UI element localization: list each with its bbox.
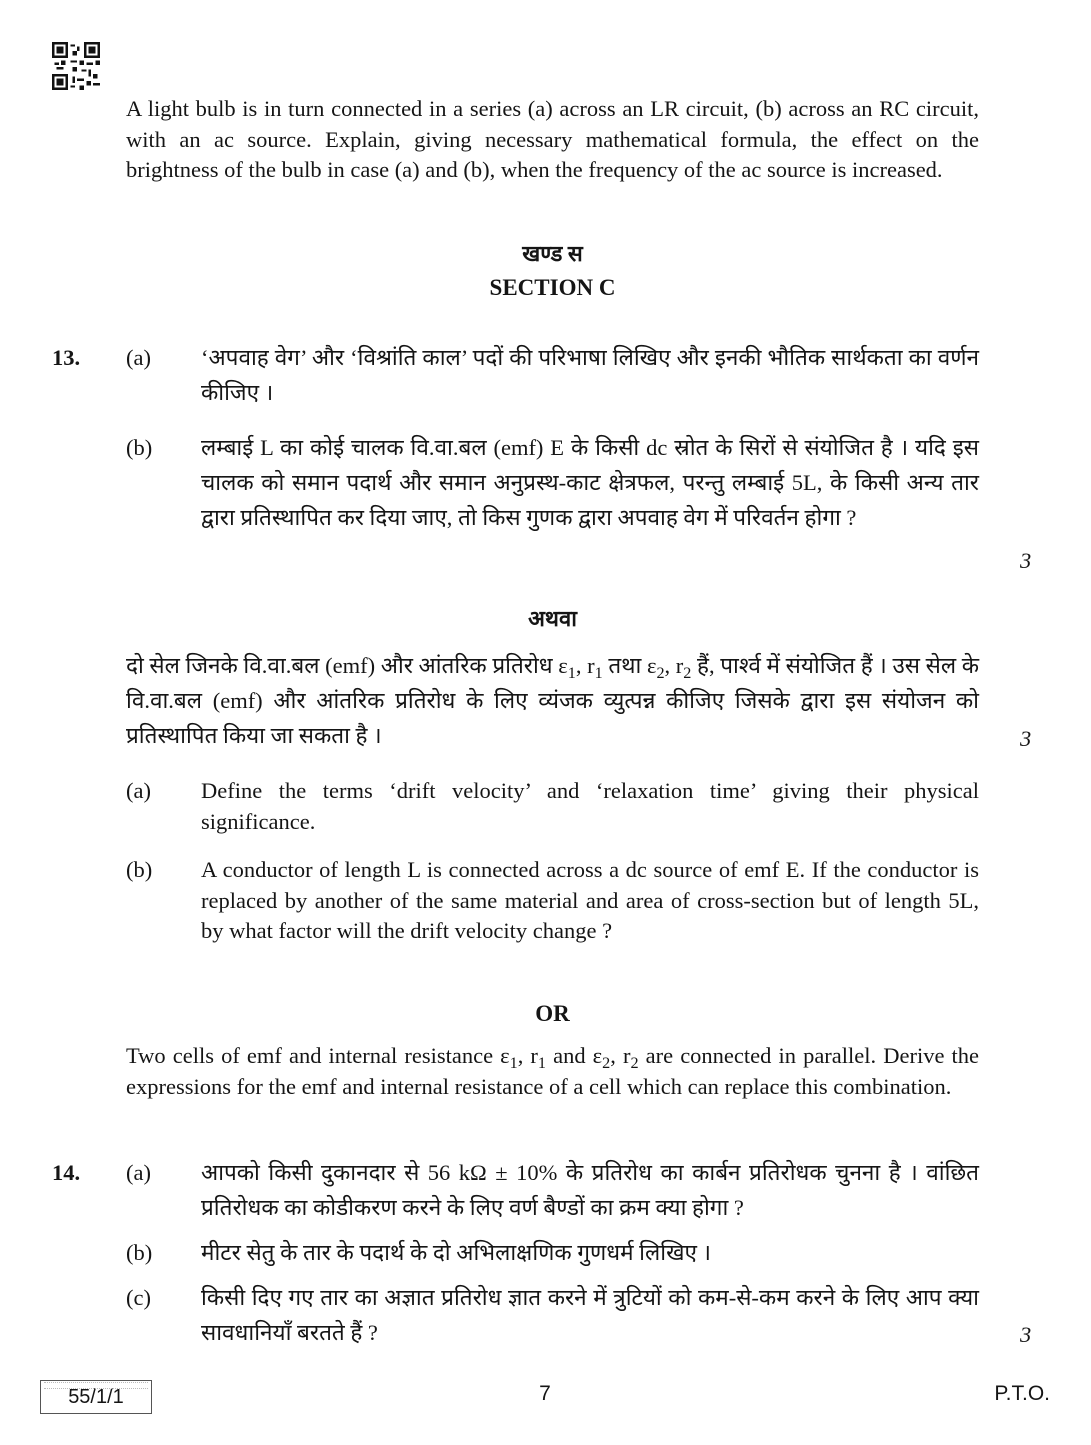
qr-code [52,42,100,90]
q13-part-a-hindi: ‘अपवाह वेग’ और ‘विश्रांति काल’ पदों की परिभाषा लिखिए और इनकी भौतिक सार्थकता का वर्णन कीजिए । [201,345,979,405]
q13-marks: 3 [1020,548,1032,573]
page-number: 7 [539,1382,551,1405]
q13-alternative-marks: 3 [1020,726,1032,751]
q13-label-a-hindi: (a) [126,345,151,370]
paper-code: 55/1/1 [68,1386,124,1408]
section-heading-hindi: खण्ड स [522,241,583,266]
q14-label-c: (c) [126,1285,151,1310]
question-number-14: 14. [52,1160,81,1185]
q14-label-a: (a) [126,1160,151,1185]
q13-label-b-hindi: (b) [126,435,153,460]
q14-marks: 3 [1020,1322,1032,1347]
please-turn-over: P.T.O. [994,1382,1050,1405]
or-heading-hindi: अथवा [528,606,577,631]
q13-part-b-english: A conductor of length L is connected across a dc source of emf E. If the conductor is replaced by another of the same material and area of cross-section but of length 5L, by what factor will the drift velocity change ? [201,857,979,943]
or-heading-english: OR [535,1001,570,1026]
intro-paragraph: A light bulb is in turn connected in a series (a) across an LR circuit, (b) across an RC circuit, with an ac source. Explain, giving necessary mathematical formula, the effect on the brightness of the bulb in case (a) and (b), when the frequency of the ac source is increased. [126,96,979,182]
q14-part-c: किसी दिए गए तार का अज्ञात प्रतिरोध ज्ञात करने में त्रुटियों को कम-से-कम करने के लिए आप क्या सावधानियाँ बरतते हैं ? [201,1285,979,1345]
q13-part-a-english: Define the terms ‘drift velocity’ and ‘relaxation time’ giving their physical significance. [201,778,979,834]
q14-part-b: मीटर सेतु के तार के पदार्थ के दो अभिलाक्षणिक गुणधर्म लिखिए । [201,1240,712,1265]
q13-alternative-english: Two cells of emf and internal resistance $\varepsilon_1$, $r_1$ and $\varepsilon_2$, $r_2$ are connected in parallel. Derive the expressions for the emf and internal resistance of a cell which can replace this combination. [126,1043,980,1099]
q14-label-b: (b) [126,1240,153,1265]
q13-alternative-hindi: दो सेल जिनके वि.वा.बल (emf) और आंतरिक प्रतिरोध $\varepsilon_1$, $r_1$ तथा $\varepsilon_2$, $r_2$ हैं, पार्श्व में संयोजित हैं । उस सेल के वि.वा.बल (emf) और आंतरिक प्रतिरोध के लिए व्यंजक व्युत्पन्न कीजिए जिसके द्वारा इस संयोजन को प्रतिस्थापित किया जा सकता है । [126,653,980,748]
q13-part-b-hindi: लम्बाई L का कोई चालक वि.वा.बल (emf) E के किसी dc स्रोत के सिरों से संयोजित है । यदि इस चालक को समान पदार्थ और समान अनुप्रस्थ-काट क्षेत्रफल, परन्तु लम्बाई 5L, के किसी अन्य तार द्वारा प्रतिस्थापित कर दिया जाए, तो किस गुणक द्वारा अपवाह वेग में परिवर्तन होगा ? [201,435,979,530]
q13-label-a-english: (a) [126,778,151,803]
microprint-band [44,1382,148,1389]
question-number-13: 13. [52,345,81,370]
section-heading-english: SECTION C [489,275,616,300]
q13-label-b-english: (b) [126,857,153,882]
paper-code-box [40,1380,152,1414]
q14-part-a: आपको किसी दुकानदार से 56 kΩ ± 10% के प्रतिरोध का कार्बन प्रतिरोधक चुनना है । वांछित प्रतिरोधक का कोडीकरण करने के लिए वर्ण बैण्डों का क्रम क्या होगा ? [201,1160,979,1220]
